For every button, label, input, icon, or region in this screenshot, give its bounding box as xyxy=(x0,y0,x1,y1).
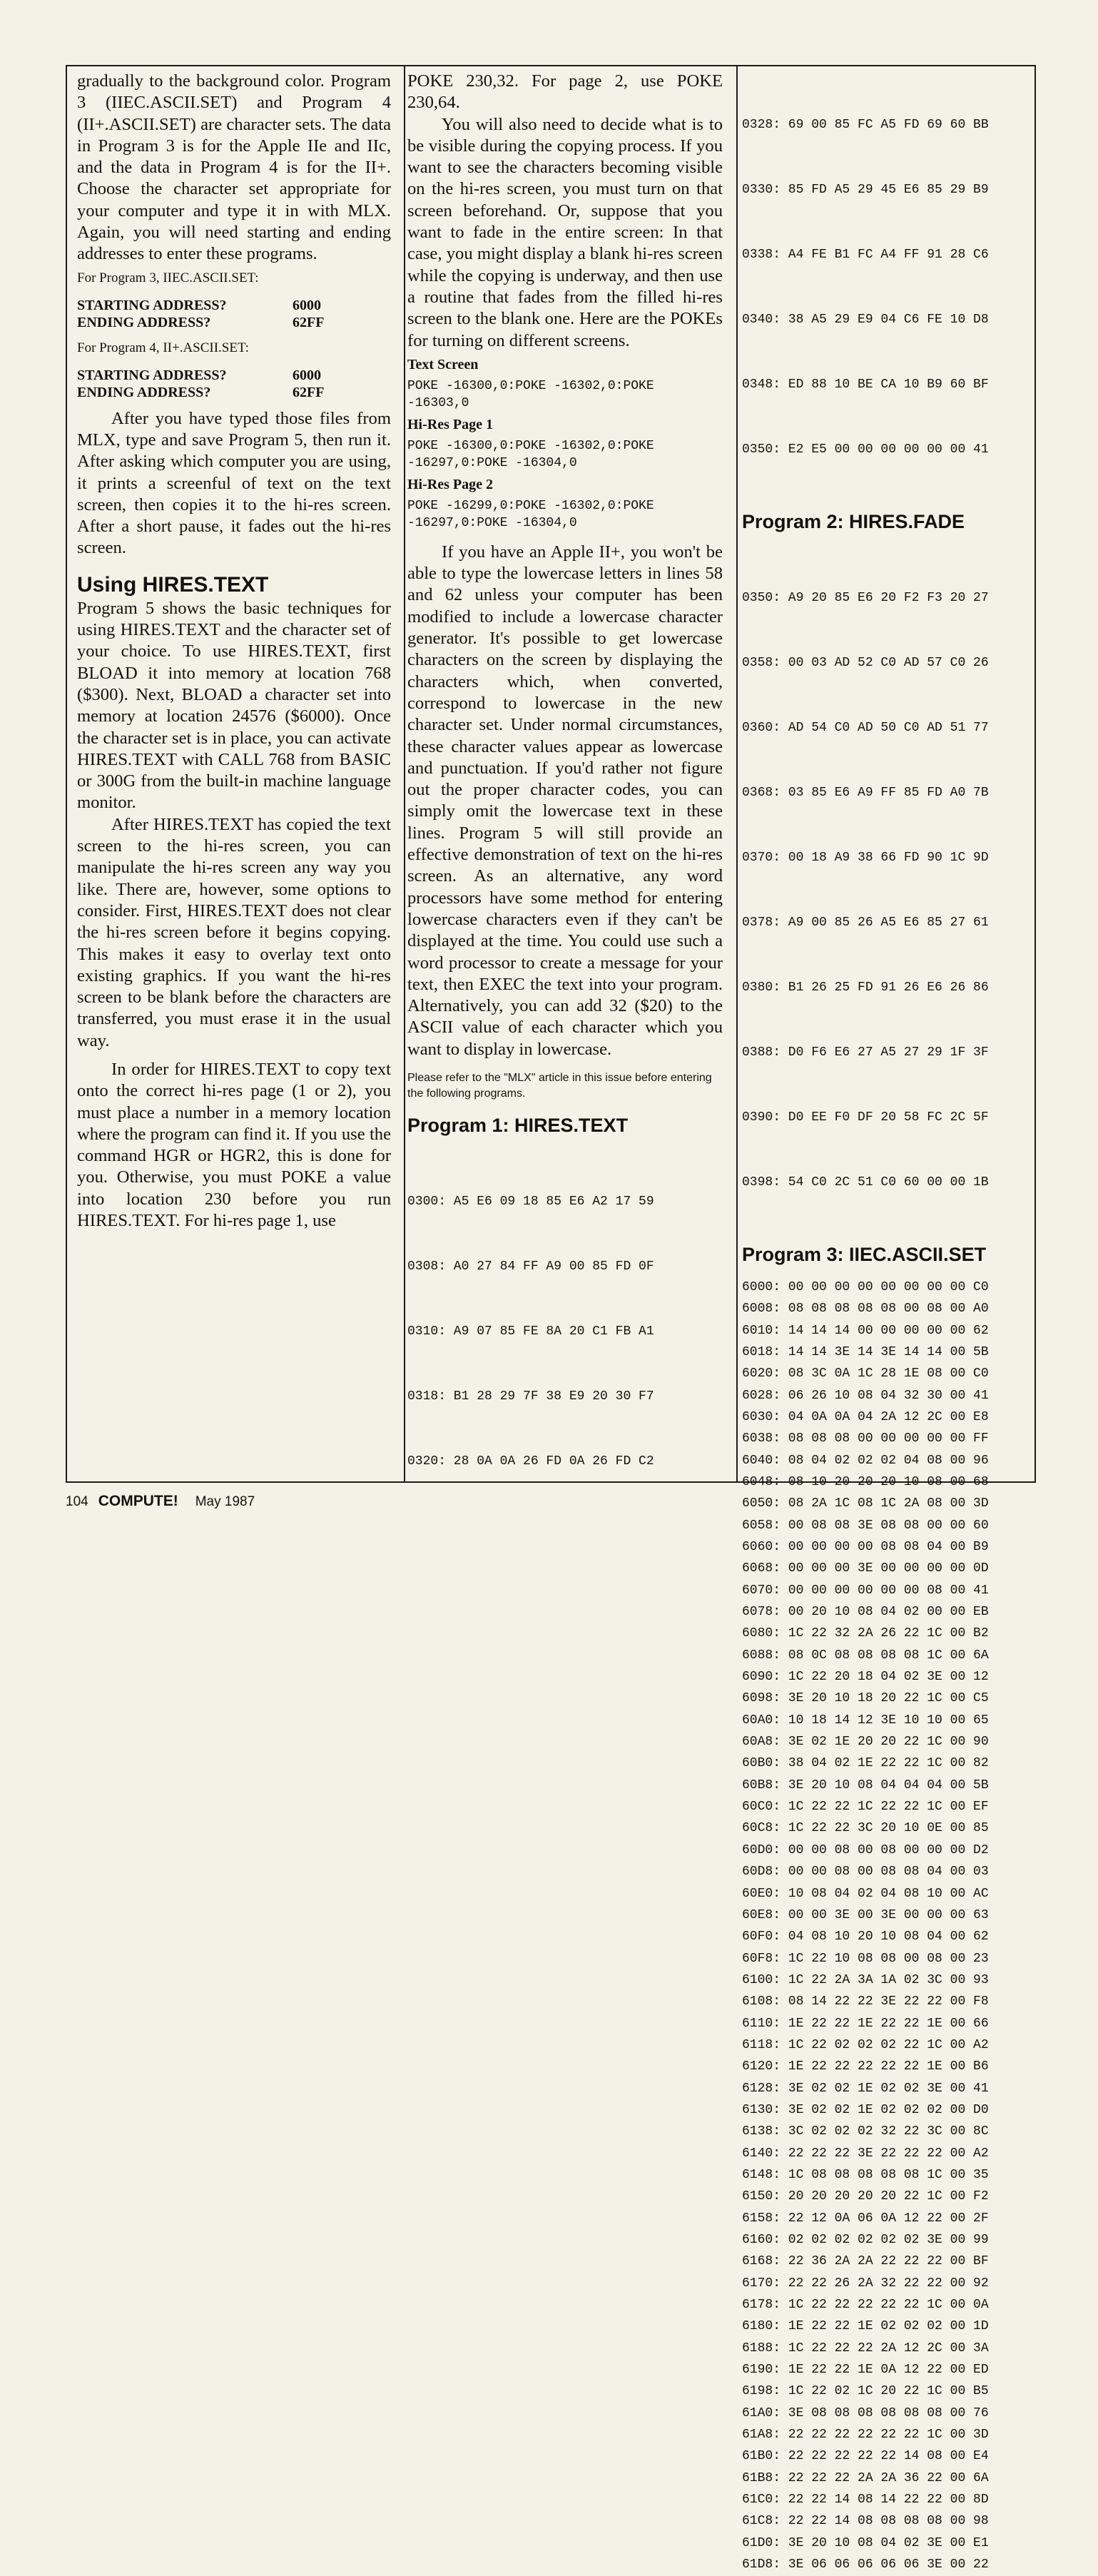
listing-line: 0300: A5 E6 09 18 85 E6 A2 17 59 xyxy=(407,1194,654,1209)
listing-line: 0318: B1 28 29 7F 38 E9 20 30 F7 xyxy=(407,1389,654,1404)
page-number: 104 xyxy=(66,1494,88,1509)
program-4-note: For Program 4, II+.ASCII.SET: xyxy=(77,340,249,355)
listing-line: 6020: 08 3C 0A 1C 28 1E 08 00 C0 xyxy=(742,1366,989,1381)
column-1 xyxy=(77,71,391,1476)
listing-line: 6198: 1C 22 02 1C 20 22 1C 00 B5 xyxy=(742,2384,989,2399)
ending-address-label: ENDING ADDRESS? xyxy=(77,384,211,400)
listing-line: 6188: 1C 22 22 22 2A 12 2C 00 3A xyxy=(742,2341,989,2356)
listing-line: 6088: 08 0C 08 08 08 08 1C 00 6A xyxy=(742,1648,989,1663)
listing-line: 60B8: 3E 20 10 08 04 04 04 00 5B xyxy=(742,1778,989,1792)
listing-line: 0338: A4 FE B1 FC A4 FF 91 28 C6 xyxy=(742,247,989,262)
listing-line: 6030: 04 0A 0A 04 2A 12 2C 00 E8 xyxy=(742,1409,989,1424)
listing-line: 0320: 28 0A 0A 26 FD 0A 26 FD C2 xyxy=(407,1454,654,1469)
listing-line: 6000: 00 00 00 00 00 00 00 00 C0 xyxy=(742,1279,989,1294)
listing-line: 0380: B1 26 25 FD 91 26 E6 26 86 xyxy=(742,980,989,995)
listing-line: 60E8: 00 00 3E 00 3E 00 00 00 63 xyxy=(742,1907,989,1922)
paragraph: You will also need to decide what is to be visible during the copying process. If you want to see the characters becoming visible on the hi-res screen, you must turn on that screen beforehand. Or, suppose that you want to fade in the entire screen: In that case, you might display a blank hi-res screen while the copying is underway, and then use a routine that fades from the filled hi-res screen to the blank one. Here are the POKEs for turning on different screens. xyxy=(407,114,723,350)
listing-line: 6130: 3E 02 02 1E 02 02 02 00 D0 xyxy=(742,2102,989,2117)
listing-line: 6058: 00 08 08 3E 08 08 00 00 60 xyxy=(742,1518,989,1533)
ending-address-value: 62FF xyxy=(293,384,325,400)
listing-line: 0360: AD 54 C0 AD 50 C0 AD 51 77 xyxy=(742,720,989,735)
listing-line: 6108: 08 14 22 22 3E 22 22 00 F8 xyxy=(742,1994,989,2009)
listing-line: 60B0: 38 04 02 1E 22 22 1C 00 82 xyxy=(742,1756,989,1771)
column-rule-1 xyxy=(404,65,405,1483)
program-1-listing xyxy=(407,1147,723,1516)
listing-line: 6118: 1C 22 02 02 02 22 1C 00 A2 xyxy=(742,2037,989,2052)
text-screen-label: Text Screen xyxy=(407,356,479,372)
listing-line: 0348: ED 88 10 BE CA 10 B9 60 BF xyxy=(742,377,989,392)
listing-line: 60A8: 3E 02 1E 20 20 22 1C 00 90 xyxy=(742,1735,989,1750)
starting-address-label: STARTING ADDRESS? xyxy=(77,297,227,313)
listing-line: 0310: A9 07 85 FE 8A 20 C1 FB A1 xyxy=(407,1324,654,1339)
listing-line: 0328: 69 00 85 FC A5 FD 69 60 BB xyxy=(742,117,989,132)
listing-line: 0350: A9 20 85 E6 20 F2 F3 20 27 xyxy=(742,590,989,605)
program-3-addresses xyxy=(77,297,391,331)
listing-line: 0368: 03 85 E6 A9 FF 85 FD A0 7B xyxy=(742,785,989,800)
listing-line: 60F0: 04 08 10 20 10 08 04 00 62 xyxy=(742,1930,989,1944)
paragraph: After you have typed those files from MLX, type and save Program 5, then run it. After asking which computer you are using, it prints a screenful of text on the text screen, then copies it to the hi-res screen. After a short pause, it fades out the hi-res screen. xyxy=(77,408,391,558)
ending-address-label: ENDING ADDRESS? xyxy=(77,314,211,330)
listing-line: 61B0: 22 22 22 22 22 14 08 00 E4 xyxy=(742,2449,989,2464)
starting-address-value: 6000 xyxy=(293,367,321,383)
listing-line: 61A0: 3E 08 08 08 08 08 08 00 76 xyxy=(742,2405,989,2420)
listing-line: 60E0: 10 08 04 02 04 08 10 00 AC xyxy=(742,1886,989,1901)
listing-line: 6050: 08 2A 1C 08 1C 2A 08 00 3D xyxy=(742,1496,989,1511)
listing-line: 6148: 1C 08 08 08 08 08 1C 00 35 xyxy=(742,2167,989,2182)
starting-address-value: 6000 xyxy=(293,297,321,313)
listing-line: 6128: 3E 02 02 1E 02 02 3E 00 41 xyxy=(742,2081,989,2096)
listing-line: 6008: 08 08 08 08 08 00 08 00 A0 xyxy=(742,1302,989,1317)
listing-line: 61D8: 3E 06 06 06 06 06 3E 00 22 xyxy=(742,2557,989,2572)
listing-line: 6140: 22 22 22 3E 22 22 22 00 A2 xyxy=(742,2146,989,2161)
column-2 xyxy=(407,71,723,1476)
listing-line: 6190: 1E 22 22 1E 0A 12 22 00 ED xyxy=(742,2363,989,2378)
section-heading: Using HIRES.TEXT xyxy=(77,572,269,597)
paragraph: Program 5 shows the basic techniques for using HIRES.TEXT and the character set of your choice. To use HIRES.TEXT, first BLOAD it into memory at location 768 ($300). Next, BLOAD a character set into memory at location 24576 ($6000). Once the character set is in place, you can activate HIRES.TEXT with CALL 768 from BASIC or 300G from the built-in machine language monitor. xyxy=(77,598,391,813)
hires-page-2-label: Hi-Res Page 2 xyxy=(407,476,493,492)
listing-line: 6110: 1E 22 22 1E 22 22 1E 00 66 xyxy=(742,2016,989,2031)
listing-line: 6138: 3C 02 02 02 32 22 3C 00 8C xyxy=(742,2124,989,2139)
program-4-addresses xyxy=(77,367,391,401)
program-1-title: Program 1: HIRES.TEXT xyxy=(407,1114,629,1136)
listing-line: 60F8: 1C 22 10 08 08 00 08 00 23 xyxy=(742,1951,989,1966)
listing-line: 60C0: 1C 22 22 1C 22 22 1C 00 EF xyxy=(742,1800,989,1815)
listing-line: 6170: 22 22 26 2A 32 22 22 00 92 xyxy=(742,2276,989,2291)
paragraph: POKE 230,32. For page 2, use POKE 230,64. xyxy=(407,71,723,113)
hires-page-1-label: Hi-Res Page 1 xyxy=(407,416,493,432)
paragraph: If you have an Apple II+, you won't be able to type the lowercase letters in lines 58 and 62 unless your computer has been modified to include a lowercase character generator. It's possible to get lowercase characters on the screen by displaying the characters which, when converted, correspond to lowercase in the new character set. Under normal circumstances, these character values appear as lowercase and punctuation. If you'd rather not figure out the proper character codes, you can simply omit the lowercase text in these lines. Program 5 will still provide an effective demonstration of text on the hi-res screen. As an alternative, any word processors have some method for entering lowercase characters even if they can't be displayed at the time. You could use such a word processor to create a message for your text, then EXEC the text into your program. Alternatively, you can add 32 ($20) to the ASCII value of each character which you want to display in lowercase. xyxy=(407,542,723,1059)
listing-line: 0398: 54 C0 2C 51 C0 60 00 00 1B xyxy=(742,1175,989,1190)
listing-line: 6048: 08 10 20 20 20 10 08 00 68 xyxy=(742,1474,989,1489)
listing-line: 6120: 1E 22 22 22 22 22 1E 00 B6 xyxy=(742,2059,989,2074)
listing-line: 0370: 00 18 A9 38 66 FD 90 1C 9D xyxy=(742,850,989,865)
listing-line: 6158: 22 12 0A 06 0A 12 22 00 2F xyxy=(742,2211,989,2226)
column-3 xyxy=(742,71,1031,2572)
listing-line: 0330: 85 FD A5 29 45 E6 85 29 B9 xyxy=(742,182,989,197)
listing-line: 6178: 1C 22 22 22 22 22 1C 00 0A xyxy=(742,2298,989,2313)
paragraph: After HIRES.TEXT has copied the text screen to the hi-res screen, you can manipulate the hi-res screen any way you like. There are, however, some options to consider. First, HIRES.TEXT does not clear the hi-res screen before it begins copying. This makes it easy to overlay text onto existing graphics. If you want the hi-res screen to be blank before the characters are transferred, you must erase it in the usual way. xyxy=(77,814,391,1050)
listing-line: 6080: 1C 22 32 2A 26 22 1C 00 B2 xyxy=(742,1626,989,1641)
ending-address-value: 62FF xyxy=(293,314,325,330)
listing-line: 6150: 20 20 20 20 20 22 1C 00 F2 xyxy=(742,2189,989,2204)
paragraph: gradually to the background color. Program 3 (IIEC.ASCII.SET) and Program 4 (II+.ASCII.SET) are character sets. The data in Program 3 is for the Apple IIe and IIc, and the data in Program 4 is for the II+. Choose the character set appropriate for your computer and type it in with MLX. Again, you will need starting and ending addresses to enter these programs. xyxy=(77,71,391,264)
page-footer xyxy=(66,1493,255,1510)
listing-line: 60D0: 00 00 08 00 08 00 00 00 D2 xyxy=(742,1842,989,1857)
listing-line: 6028: 06 26 10 08 04 32 30 00 41 xyxy=(742,1388,989,1403)
listing-line: 6180: 1E 22 22 1E 02 02 02 00 1D xyxy=(742,2319,989,2334)
listing-line: 0390: D0 EE F0 DF 20 58 FC 2C 5F xyxy=(742,1110,989,1125)
listing-line: 61C0: 22 22 14 08 14 22 22 00 8D xyxy=(742,2493,989,2507)
issue-date: May 1987 xyxy=(195,1494,255,1509)
listing-line: 61D0: 3E 20 10 08 04 02 3E 00 E1 xyxy=(742,2535,989,2550)
program-2-title: Program 2: HIRES.FADE xyxy=(742,510,965,532)
listing-line: 61C8: 22 22 14 08 08 08 08 00 98 xyxy=(742,2514,989,2529)
hires-page-2-code: POKE -16299,0:POKE -16302,0:POKE -16297,0:POKE -16304,0 xyxy=(407,498,654,530)
listing-line: 0388: D0 F6 E6 27 A5 27 29 1F 3F xyxy=(742,1045,989,1060)
listing-line: 6018: 14 14 3E 14 3E 14 14 00 5B xyxy=(742,1344,989,1359)
column-rule-2 xyxy=(736,65,738,1483)
text-screen-code: POKE -16300,0:POKE -16302,0:POKE -16303,0 xyxy=(407,378,654,410)
program-1-listing-continued xyxy=(742,71,1031,504)
listing-line: 60C8: 1C 22 22 3C 20 10 0E 00 85 xyxy=(742,1821,989,1836)
listing-line: 6010: 14 14 14 00 00 00 00 00 62 xyxy=(742,1323,989,1338)
listing-line: 6090: 1C 22 20 18 04 02 3E 00 12 xyxy=(742,1670,989,1685)
listing-line: 6060: 00 00 00 00 08 08 04 00 B9 xyxy=(742,1540,989,1554)
listing-line: 61A8: 22 22 22 22 22 22 1C 00 3D xyxy=(742,2428,989,2443)
program-3-listing xyxy=(742,1277,1031,2576)
program-3-title: Program 3: IIEC.ASCII.SET xyxy=(742,1243,987,1265)
listing-line: 0378: A9 00 85 26 A5 E6 85 27 61 xyxy=(742,915,989,930)
listing-line: 6068: 00 00 00 3E 00 00 00 00 0D xyxy=(742,1561,989,1576)
listing-line: 0350: E2 E5 00 00 00 00 00 00 41 xyxy=(742,442,989,457)
program-2-listing xyxy=(742,544,1031,1237)
listing-line: 6160: 02 02 02 02 02 02 3E 00 99 xyxy=(742,2233,989,2247)
listing-line: 6070: 00 00 00 00 00 00 08 00 41 xyxy=(742,1583,989,1598)
listing-line: 6168: 22 36 2A 2A 22 22 22 00 BF xyxy=(742,2254,989,2269)
listing-line: 6038: 08 08 08 00 00 00 00 00 FF xyxy=(742,1431,989,1446)
listing-line: 0340: 38 A5 29 E9 04 C6 FE 10 D8 xyxy=(742,312,989,327)
listing-line: 60A0: 10 18 14 12 3E 10 10 00 65 xyxy=(742,1713,989,1728)
listing-line: 0308: A0 27 84 FF A9 00 85 FD 0F xyxy=(407,1259,654,1274)
mlx-note: Please refer to the "MLX" article in this issue before entering the following programs. xyxy=(407,1071,712,1100)
listing-line: 6078: 00 20 10 08 04 02 00 00 EB xyxy=(742,1605,989,1620)
program-3-note: For Program 3, IIEC.ASCII.SET: xyxy=(77,270,259,285)
listing-line: 61B8: 22 22 22 2A 2A 36 22 00 6A xyxy=(742,2470,989,2485)
hires-page-1-code: POKE -16300,0:POKE -16302,0:POKE -16297,0:POKE -16304,0 xyxy=(407,438,654,470)
listing-line: 60D8: 00 00 08 00 08 08 04 00 03 xyxy=(742,1865,989,1880)
listing-line: 6100: 1C 22 2A 3A 1A 02 3C 00 93 xyxy=(742,1972,989,1987)
listing-line: 6098: 3E 20 10 18 20 22 1C 00 C5 xyxy=(742,1691,989,1706)
starting-address-label: STARTING ADDRESS? xyxy=(77,367,227,383)
paragraph: In order for HIRES.TEXT to copy text onto the correct hi-res page (1 or 2), you must place a number in a memory location where the program can find it. If you use the command HGR or HGR2, this is done for you. Otherwise, you must POKE a value into location 230 before you run HIRES.TEXT. For hi-res page 1, use xyxy=(77,1059,391,1231)
listing-line: 0358: 00 03 AD 52 C0 AD 57 C0 26 xyxy=(742,655,989,670)
magazine-name: COMPUTE! xyxy=(98,1493,178,1509)
listing-line: 6040: 08 04 02 02 02 04 08 00 96 xyxy=(742,1453,989,1468)
